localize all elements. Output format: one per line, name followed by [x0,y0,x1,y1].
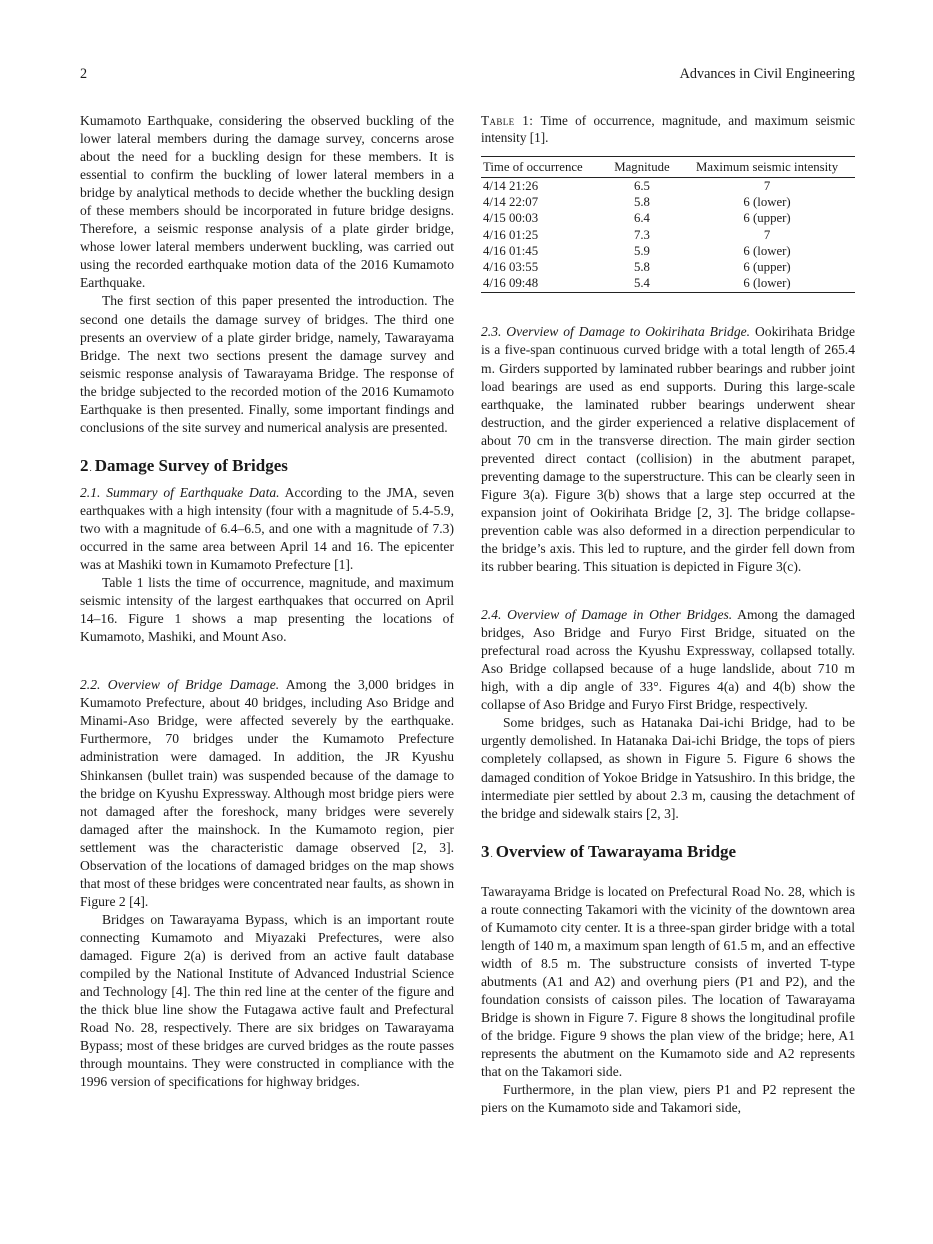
table-row [481,227,855,243]
table-cell: 6.5 [633,179,650,193]
table-cell: 4/16 01:45 [483,243,539,258]
table-cell: 7.3 [633,227,650,242]
table-cell: 5.8 [633,195,650,210]
intro-paragraph-2: The first section of this paper presented the introduction. The second one details the damage survey of bridges. The third one presents an overview of a plate girder bridge, namely, Tawarayama Bridge. The next two sections present the damage survey and seismic response analysis of Tawarayama Bridge. The response of the bridge subjected to the recorded motion of the 2016 Kumamoto Earthquake is then presented. Finally, some important findings and conclusions of the site survey and numerical analysis are presented. [80,293,454,435]
subsection-2-2-heading: 2.2. Overview of Bridge Damage. [80,677,280,693]
subsection-2-2-paragraph: 2.2. Overview of Bridge Damage. Among the 3,000 bridges in Kumamoto Prefecture, about 40 bridges, including Aso Bridge and Minami-Aso Bridge, were affected severely by the earthquake. Furthermore, 70 bridges under the Kumamoto Prefecture administration were damaged. In addition, the JR Kyushu Shinkansen (bullet train) was suspended because of the damage to the bridge on Kyushu Expressway. Although most bridge piers were not damaged after the foreshock, many bridges were severely damaged after the mainshock. In the Kumamoto region, pier settlement was the characteristic damage observed [2, 3]. Observation of the locations of damaged bridges on the map shows that most of these bridges were concentrated near faults, as shown in Figure 2 [4]. [80,677,454,909]
table-cell: 6 (upper) [743,260,791,275]
table-cell: 4/14 22:07 [483,195,539,210]
table-header-cell: Time of occurrence [481,157,605,178]
table-cell: 6 (upper) [743,211,791,226]
subsection-2-2-paragraph-2: Bridges on Tawarayama Bypass, which is an important route connecting Kumamoto and Miyazaki Prefectures, were also damaged. Figure 2(a) is derived from an active fault database compiled by the National Institute of Advanced Industrial Science and Technology [4]. The thin red line at the center of the figure and the thick blue line show the Futagawa active fault and Prefectural Road No. 28, respectively. There are six bridges on Tawarayama Bypass; most of these bridges are curved bridges as the route passes through mountains. They were constructed in compliance with the 1996 version of specifications for highway bridges. [80,911,454,1090]
table-row [481,243,855,259]
section-2-number: 2 [80,455,89,475]
section-3-paragraph-2: Furthermore, in the plan view, piers P1 and P2 represent the piers on the Kumamoto side and Takamori side, [481,1082,855,1116]
table-cell: 6.4 [633,211,650,226]
table-row [481,194,855,210]
page-number: 2 [80,66,88,82]
subsection-2-4-heading: 2.4. Overview of Damage in Other Bridges. [481,607,733,623]
table-cell: 4/14 21:26 [483,179,539,193]
table-cell: 6 (lower) [743,195,791,210]
intro-paragraph-1: Kumamoto Earthquake, considering the observed buckling of the lower lateral members during the damage survey, concerns arose about the need for a buckling design for these members. It is essential to confirm the buckling of lower lateral members in a bridge by analytical methods to decide whether the buckling design of these members should be incorporated in future bridge designs. Therefore, a seismic response analysis of a plate girder bridge, whose lower lateral members underwent buckling, was carried out using the recorded earthquake motion data of the 2016 Kumamoto Earthquake. [80,113,454,291]
table-header-row [481,157,855,178]
table-cell: 5.9 [633,243,650,258]
section-3-paragraph-1: Tawarayama Bridge is located on Prefectural Road No. 28, which is a route connecting Takamori with the vicinity of the downtown area of Kumamoto city center. It is a three-span girder bridge with a total length of 140 m, a maximum span length of 61.5 m, and an effective width of 8.5 m. The substructure consists of inverted T-type abutments (A1 and A2) and overhung piers (P1 and P2), and the foundation consists of caisson piles. The location of Tawarayama Bridge is shown in Figure 7. Figure 8 shows the longitudinal profile of the bridge. Figure 9 shows the plan view of the bridge; here, A1 represents the abutment on the Kumamoto side and A2 represents that on the Takamori side. [481,883,855,1080]
table-cell: 4/15 00:03 [483,211,539,226]
table-cell: 7 [763,227,771,242]
section-3-number: 3 [481,841,490,861]
section-3-title: Overview of Tawarayama Bridge [495,841,737,861]
table-cell: 4/16 01:25 [483,227,539,242]
subsection-2-1-paragraph: 2.1. Summary of Earthquake Data. According to the JMA, seven earthquakes with a high intensity (four with a magnitude of 5.4-5.9, two with a magnitude of 6.4–6.5, and one with a magnitude of 7.3) occurred in the same area between April 14 and 16. The epicenter was at Mashiki town in Kumamoto Prefecture [1]. [80,484,454,573]
table-1 [481,156,855,293]
table-cell: 6 (lower) [743,243,791,258]
table-row [481,275,855,293]
table-row [481,178,855,195]
table-header-cell: Maximum seismic intensity [679,157,855,178]
table-cell: 6 (lower) [679,275,855,293]
section-3-heading: 3. Overview of Tawarayama Bridge [481,841,737,861]
subsection-2-3-heading: 2.3. Overview of Damage to Ookirihata Bridge. [481,324,751,340]
section-2-title: Damage Survey of Bridges [94,455,288,475]
table-cell: 7 [763,179,771,193]
subsection-2-1-heading: 2.1. Summary of Earthquake Data. [80,484,280,500]
table-cell: 5.4 [605,275,679,293]
table-row [481,210,855,226]
table-cell: 5.8 [633,260,650,275]
left-column [80,112,454,1091]
subsection-2-3-paragraph: 2.3. Overview of Damage to Ookirihata Bridge. Ookirihata Bridge is a five-span continuous curved bridge with a total length of 265.4 m. Girders supported by laminated rubber bearings and rubber joint load bearings are used as end supports. During this large-scale earthquake, the laminated rubber bearings underwent shear destruction, and the girder experienced a relative displacement of about 70 cm in the transverse direction. The main girder section prevented direct contact (collision) in the abutment parapet, preventing damage to the superstructure. This can be clearly seen in Figure 3(a). Figure 3(b) shows that a large step occurred at the expansion joint of Ookirihata Bridge [2, 3]. The bridge collapse-prevention cable was also deformed in a direction perpendicular to the bridge’s axis. This led to rupture, and the girder fell down from its rubber bearing. This situation is depicted in Figure 3(c). [481,324,855,575]
table-cell: 4/16 03:55 [483,260,539,275]
subsection-2-4-paragraph: 2.4. Overview of Damage in Other Bridges. Among the damaged bridges, Aso Bridge and Furyo First Bridge, situated on the prefectural road across the Kyushu Expressway, collapsed totally. Aso Bridge collapsed because of a huge landslide, about 710 m high, with a dip angle of 33°. Figures 4(a) and 4(b) show the collapse of Aso Bridge and Furyo First Bridge, respectively. [481,607,855,713]
table-1-label: Table 1: [481,113,534,128]
table-header-cell: Magnitude [605,157,679,178]
subsection-2-4-paragraph-2: Some bridges, such as Hatanaka Dai-ichi Bridge, had to be urgently demolished. In Hatanaka Dai-ichi Bridge, the tops of piers completely collapsed, as shown in Figure 5. Figure 6 shows the damaged condition of Yokoe Bridge in Yatsushiro. In this bridge, the intermediate pier settled by about 2.3 m, causing the detachment of the bridge and sidewalk stairs [2, 3]. [481,715,855,821]
right-column [481,112,855,1117]
journal-name: Advances in Civil Engineering [679,66,855,82]
subsection-2-1-paragraph-2: Table 1 lists the time of occurrence, magnitude, and maximum seismic intensity of the largest earthquakes that occurred on April 14–16. Figure 1 shows a map presenting the locations of Kumamoto, Mashiki, and Mount Aso. [80,575,454,645]
table-1-caption: Table 1: Time of occurrence, magnitude, and maximum seismic intensity [1]. [481,113,856,145]
table-row [481,259,855,275]
section-2-heading: 2. Damage Survey of Bridges [80,455,288,475]
table-cell: 4/16 09:48 [481,275,605,293]
